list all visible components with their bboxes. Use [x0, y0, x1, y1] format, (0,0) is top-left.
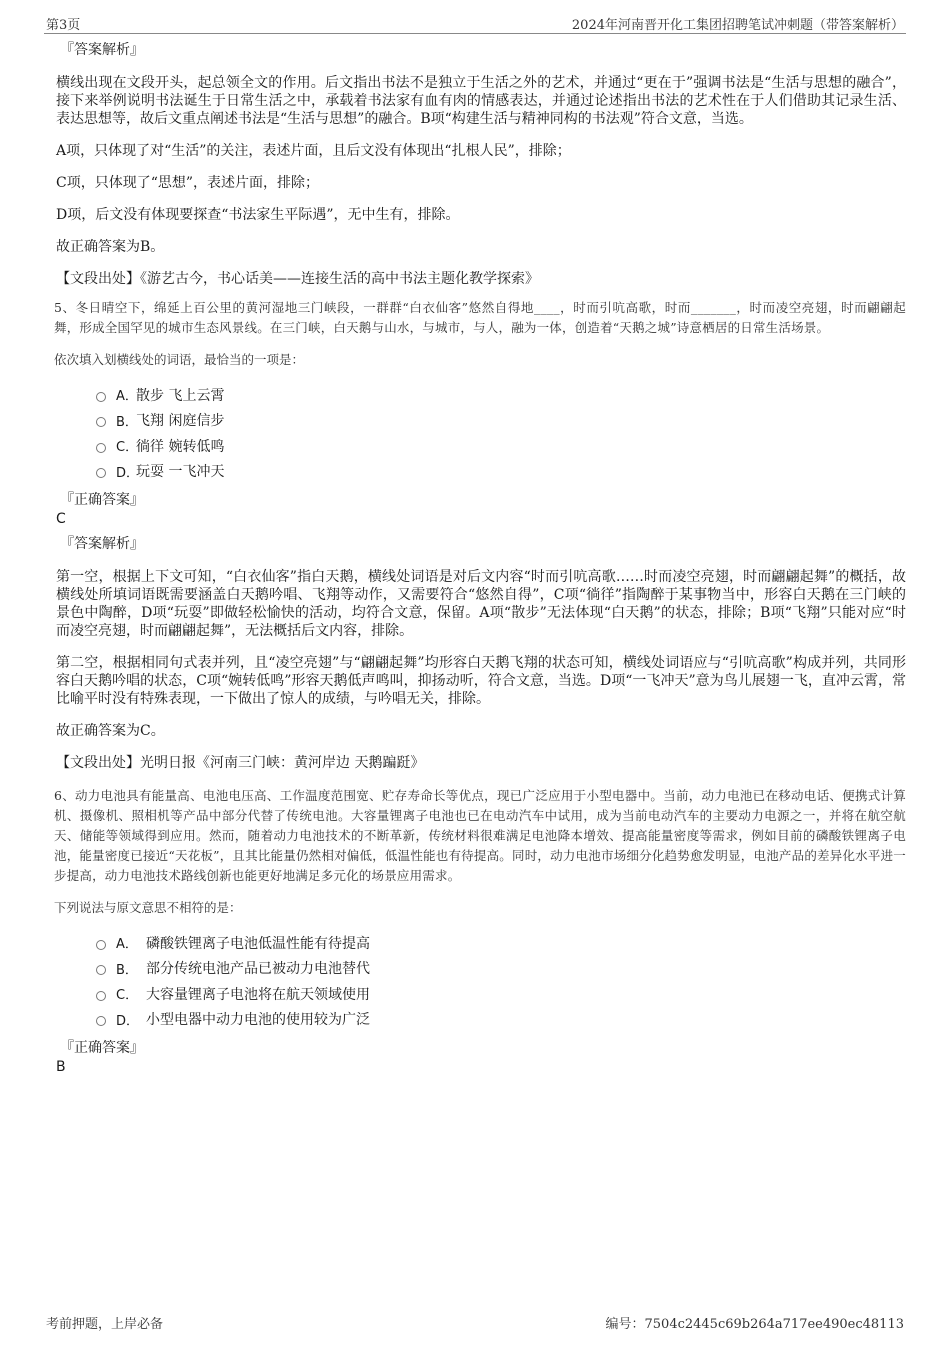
document-body — [56, 40, 906, 1082]
page-header — [44, 12, 906, 34]
radio-button[interactable] — [96, 417, 106, 427]
option-letter: C． — [116, 988, 139, 1004]
page-number: 第3页 — [46, 18, 81, 33]
option-letter: A． — [116, 389, 138, 405]
option-text: 散步 飞上云霄 — [136, 387, 225, 404]
option-a[interactable] — [96, 930, 906, 956]
document-id: 编号：7504c2445c69b264a717ee490ec48113 — [605, 1317, 904, 1332]
analysis-paragraph: 横线出现在文段开头，起总领全文的作用。后文指出书法不是独立于生活之外的艺术，并通过“更在于”强调书法是“生活与思想的融合”，接下来举例说明书法诞生于日常生活之中，承载着书法家有血有肉的情感表达，并通过论述指出书法的艺术性在于人们借助其记录生活、表达思想等，故后文重点阐述书法是“生活与思想”的融合。B项“构建生活与精神同构的书法观”符合文意，当选。 — [56, 75, 906, 127]
radio-button[interactable] — [96, 1016, 106, 1026]
option-text: 徜徉 婉转低鸣 — [136, 438, 225, 455]
analysis-conclusion: 故正确答案为B。 — [56, 239, 165, 255]
question-6-options — [96, 930, 906, 1032]
analysis-option-c: C项，只体现了“思想”，表述片面，排除； — [56, 175, 320, 191]
option-c[interactable] — [96, 981, 906, 1007]
analysis-paragraph-1: 第一空，根据上下文可知，“白衣仙客”指白天鹅，横线处词语是对后文内容“时而引吭高歌……时而凌空亮翅，时而翩翩起舞”的概括，故横线处所填词语既需要涵盖白天鹅吟唱、飞翔等动作，又需要符合“悠然自得”，C项“徜徉”指陶醉于某事物当中，形容白天鹅在三门峡的景色中陶醉，D项“玩耍”即做轻松愉快的活动，均符合文意，保留。A项“散步”无法体现“白天鹅”的状态，排除；B项“飞翔”只能对应“时而凌空亮翅，时而翩翩起舞”，无法概括后文内容，排除。 — [56, 569, 906, 639]
option-a[interactable] — [96, 382, 906, 408]
correct-answer-heading: 『正确答案』 — [60, 492, 144, 508]
radio-button[interactable] — [96, 965, 106, 975]
radio-button[interactable] — [96, 392, 106, 402]
correct-answer: B — [56, 1059, 66, 1075]
footer-slogan: 考前押题，上岸必备 — [46, 1317, 164, 1332]
analysis-option-a: A项，只体现了对“生活”的关注，表述片面，且后文没有体现出“扎根人民”，排除； — [56, 143, 571, 159]
option-letter: B． — [116, 414, 138, 430]
question-6-prompt: 下列说法与原文意思不相符的是： — [54, 900, 242, 915]
analysis-conclusion: 故正确答案为C。 — [56, 723, 165, 739]
option-d[interactable] — [96, 1007, 906, 1033]
passage-source: 【文段出处】光明日报《河南三门峡：黄河岸边 天鹅蹁跹》 — [56, 755, 425, 771]
option-d[interactable] — [96, 459, 906, 485]
option-letter: C． — [116, 440, 139, 456]
analysis-option-d: D项，后文没有体现要探查“书法家生平际遇”，无中生有，排除。 — [56, 207, 460, 223]
correct-answer: C — [56, 511, 66, 527]
option-text: 玩耍 一飞冲天 — [136, 464, 225, 481]
question-5-prompt: 依次填入划横线处的词语，最恰当的一项是： — [54, 352, 305, 367]
option-letter: B． — [116, 962, 138, 978]
radio-button[interactable] — [96, 443, 106, 453]
analysis-paragraph-2: 第二空，根据相同句式表并列，且“凌空亮翅”与“翩翩起舞”均形容白天鹅飞翔的状态可知，横线处词语应与“引吭高歌”构成并列，共同形容白天鹅吟唱的状态，C项“婉转低鸣”形容天鹅低声鸣叫，抑扬动听，符合文意，当选。D项“一飞冲天”意为鸟儿展翅一飞，直冲云霄，常比喻平时没有特殊表现，一下做出了惊人的成绩，与吟唱无关，排除。 — [56, 655, 906, 707]
option-c[interactable] — [96, 433, 906, 459]
question-6-stem: 6、动力电池具有能量高、电池电压高、工作温度范围宽、贮存寿命长等优点，现已广泛应用于小型电器中。当前，动力电池已在移动电话、便携式计算机、摄像机、照相机等产品中部分代替了传统电池。大容量锂离子电池也已在电动汽车中试用，成为当前电动汽车的主要动力电源之一，并将在航空航天、储能等领域得到应用。然而，随着动力电池技术的不断革新，传统材料很难满足电池降本增效、提高能量密度等需求，例如目前的磷酸铁锂离子电池，能量密度已接近“天花板”，且其比能量仍然相对偏低，低温性能也有待提高。同时，动力电池市场细分化趋势愈发明显，电池产品的差异化水平进一步提高，动力电池技术路线创新也能更好地满足多元化的场景应用需求。 — [54, 788, 906, 883]
option-letter: D． — [116, 465, 140, 481]
analysis-heading: 『答案解析』 — [60, 536, 144, 552]
option-text: 大容量锂离子电池将在航天领域使用 — [146, 986, 370, 1003]
radio-button[interactable] — [96, 991, 106, 1001]
correct-answer-heading: 『正确答案』 — [60, 1040, 144, 1056]
option-b[interactable] — [96, 408, 906, 434]
option-b[interactable] — [96, 956, 906, 982]
option-letter: D． — [116, 1013, 140, 1029]
option-letter: A． — [116, 937, 138, 953]
option-text: 部分传统电池产品已被动力电池替代 — [146, 961, 370, 978]
radio-button[interactable] — [96, 940, 106, 950]
document-title: 2024年河南晋开化工集团招聘笔试冲刺题（带答案解析） — [571, 18, 904, 33]
question-5-options — [96, 382, 906, 484]
option-text: 飞翔 闲庭信步 — [136, 413, 225, 430]
question-5-stem: 5、冬日晴空下，绵延上百公里的黄河湿地三门峡段，一群群“白衣仙客”悠然自得地____，时而引吭高歌，时而_______，时而凌空亮翅，时而翩翩起舞，形成全国罕见的城市生态风景线。在三门峡，白天鹅与山水，与城市，与人，融为一体，创造着“天鹅之城”诗意栖居的日常生活场景。 — [54, 300, 906, 335]
passage-source: 【文段出处】《游艺古今，书心话美——连接生活的高中书法主题化教学探索》 — [56, 271, 539, 287]
analysis-heading: 『答案解析』 — [60, 42, 144, 58]
option-text: 磷酸铁锂离子电池低温性能有待提高 — [146, 935, 370, 952]
radio-button[interactable] — [96, 468, 106, 478]
option-text: 小型电器中动力电池的使用较为广泛 — [146, 1012, 370, 1029]
